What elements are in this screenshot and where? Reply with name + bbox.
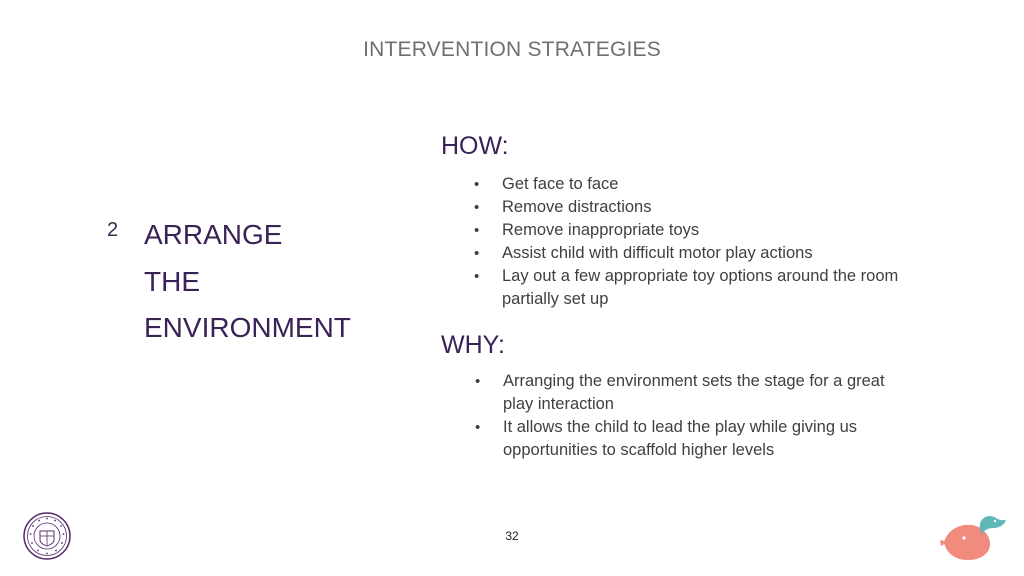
why-item: • Arranging the environment sets the stage for a great play interaction xyxy=(475,370,905,416)
how-list xyxy=(474,173,904,311)
step-title-line: THE xyxy=(144,265,200,297)
why-heading: WHY: xyxy=(441,331,505,359)
how-item: • Remove distractions xyxy=(474,196,904,219)
how-item: • Assist child with difficult motor play actions xyxy=(474,242,904,265)
how-item: • Get face to face xyxy=(474,173,904,196)
bird-logo-icon xyxy=(938,512,1008,562)
how-heading: HOW: xyxy=(441,132,509,160)
step-title-line: ENVIRONMENT xyxy=(144,312,351,343)
step-title-line: ARRANGE xyxy=(144,219,283,250)
why-item: • It allows the child to lead the play while giving us opportunities to scaffold higher levels xyxy=(475,416,905,462)
why-list xyxy=(475,370,905,462)
slide-title: INTERVENTION STRATEGIES xyxy=(363,38,661,61)
step-number: 2 xyxy=(107,219,119,241)
how-item: • Remove inappropriate toys xyxy=(474,219,904,242)
how-item: • Lay out a few appropriate toy options around the room partially set up xyxy=(474,265,904,311)
step-title xyxy=(144,212,351,352)
page-number: 32 xyxy=(505,529,519,543)
university-seal-icon xyxy=(23,512,71,560)
